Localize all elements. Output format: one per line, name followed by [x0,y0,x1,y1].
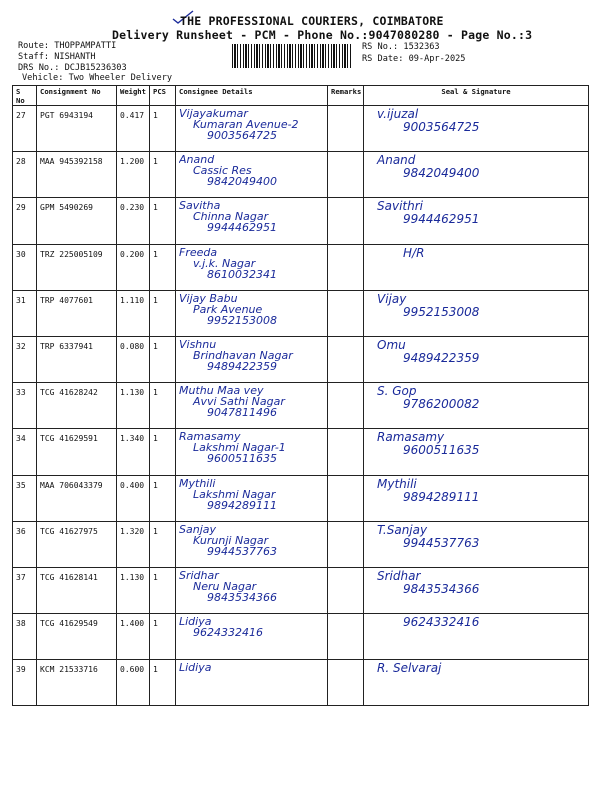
consignee-line: Lidiya [179,662,212,674]
remarks [328,290,364,336]
serial-number: 28 [13,152,37,198]
remarks [328,106,364,152]
rs-date: RS Date: 09-Apr-2025 [362,54,466,64]
consignee-line: 9944462951 [207,222,277,234]
remarks [328,429,364,475]
pieces: 1 [150,521,176,567]
signature-line: S. Gop [377,385,417,399]
runsheet-subtitle: Delivery Runsheet - PCM - Phone No.:9047080280 - Page No.:3 [112,28,533,42]
pieces: 1 [150,106,176,152]
consignee-details [176,198,328,244]
consignment-number: TRP 6337941 [37,336,117,382]
pieces: 1 [150,429,176,475]
consignee-line: Vishnu [179,338,217,350]
remarks [328,475,364,521]
consignee-line: 9600511635 [207,453,277,465]
signature-line: Sridhar [377,569,421,583]
weight: 0.400 [117,475,150,521]
column-header: Consignment No [37,86,117,106]
consignee-line: Lakshmi Nagar-1 [193,442,286,454]
weight: 1.130 [117,383,150,429]
drs-number: DRS No.: DCJB15236303 [18,63,127,73]
seal-signature [364,244,589,290]
consignee-line: Avvi Sathi Nagar [193,396,285,408]
table-row [13,475,589,521]
seal-signature [364,614,589,660]
seal-signature [364,383,589,429]
signature-line: Anand [377,154,416,168]
pieces: 1 [150,152,176,198]
consignee-line: Freeda [179,246,218,258]
consignment-number: TCG 41628242 [37,383,117,429]
consignee-line: Sanjay [179,523,217,535]
column-header: PCS [150,86,176,106]
signature-line: R. Selvaraj [377,662,442,676]
table-header-row [13,86,589,106]
seal-signature [364,429,589,475]
table-row [13,383,589,429]
weight: 0.200 [117,244,150,290]
consignee-details [176,567,328,613]
consignee-details [176,429,328,475]
consignee-line: Chinna Nagar [193,211,269,223]
consignee-line: 8610032341 [207,268,277,280]
consignment-number: KCM 21533716 [37,660,117,706]
route-label: Route: THOPPAMPATTI [18,41,117,51]
seal-signature [364,106,589,152]
signature-line: H/R [403,246,425,260]
table-row [13,567,589,613]
remarks [328,521,364,567]
weight: 0.230 [117,198,150,244]
weight: 1.200 [117,152,150,198]
weight: 1.400 [117,614,150,660]
remarks [328,614,364,660]
table-row [13,106,589,152]
consignee-line: Anand [179,154,215,166]
consignee-line: Neru Nagar [193,580,257,592]
seal-signature [364,660,589,706]
document-title: THE PROFESSIONAL COURIERS, COIMBATORE [180,14,444,28]
pieces: 1 [150,244,176,290]
column-header: Consignee Details [176,86,328,106]
serial-number: 32 [13,336,37,382]
remarks [328,152,364,198]
column-header: Seal & Signature [364,86,589,106]
consignee-line: Kumaran Avenue-2 [193,119,299,130]
signature-line: 9489422359 [403,351,480,365]
signature-line: Ramasamy [377,431,445,445]
signature-line: 9624332416 [403,616,480,630]
consignee-line: Ramasamy [179,431,241,443]
remarks [328,383,364,429]
consignee-line: Kurunji Nagar [193,534,269,546]
consignee-line: v.j.k. Nagar [193,257,256,269]
signature-line: 9600511635 [403,444,480,458]
serial-number: 34 [13,429,37,475]
consignee-line: 9952153008 [207,314,277,326]
barcode [232,44,352,68]
signature-line: 9894289111 [403,490,480,504]
consignee-line: 9003564725 [207,130,277,141]
seal-signature [364,567,589,613]
table-row [13,198,589,244]
signature-line: 9786200082 [403,398,480,412]
signature-line: Vijay [377,292,407,306]
serial-number: 39 [13,660,37,706]
consignment-number: MAA 706043379 [37,475,117,521]
serial-number: 33 [13,383,37,429]
serial-number: 37 [13,567,37,613]
signature-line: v.ijuzal [377,108,419,121]
consignee-line: Brindhavan Nagar [193,349,293,361]
consignee-details [176,336,328,382]
signature-line: 9944537763 [403,536,480,550]
consignee-line: Lidiya [179,616,212,628]
consignee-line: 9047811496 [207,407,277,419]
serial-number: 27 [13,106,37,152]
pieces: 1 [150,198,176,244]
consignee-line: Cassic Res [193,165,252,177]
consignee-line: Mythili [179,477,216,489]
signature-line: Omu [377,338,406,352]
consignee-line: 9894289111 [207,499,277,511]
pieces: 1 [150,336,176,382]
remarks [328,567,364,613]
consignee-details [176,106,328,152]
table-row [13,614,589,660]
table-row [13,290,589,336]
pieces: 1 [150,290,176,336]
pieces: 1 [150,567,176,613]
weight: 0.080 [117,336,150,382]
consignee-line: 9944537763 [207,545,277,557]
consignee-line: 9624332416 [193,627,263,639]
seal-signature [364,521,589,567]
consignment-number: PGT 6943194 [37,106,117,152]
remarks [328,244,364,290]
weight: 1.340 [117,429,150,475]
table-row [13,429,589,475]
consignment-number: TCG 41629591 [37,429,117,475]
seal-signature [364,152,589,198]
consignee-details [176,614,328,660]
weight: 1.110 [117,290,150,336]
remarks [328,660,364,706]
seal-signature [364,336,589,382]
consignee-details [176,475,328,521]
table-row [13,660,589,706]
table-row [13,244,589,290]
consignment-number: MAA 945392158 [37,152,117,198]
seal-signature [364,198,589,244]
weight: 0.417 [117,106,150,152]
pieces: 1 [150,660,176,706]
signature-line: 9952153008 [403,305,480,319]
consignee-details [176,383,328,429]
signature-line: 9843534366 [403,582,480,596]
consignment-number: GPM 5490269 [37,198,117,244]
consignee-line: Lakshmi Nagar [193,488,276,500]
weight: 0.600 [117,660,150,706]
signature-line: Mythili [377,477,417,491]
vehicle-label: Vehicle: Two Wheeler Delivery [22,73,173,83]
weight: 1.130 [117,567,150,613]
consignee-line: Vijayakumar [179,108,248,119]
signature-line: 9944462951 [403,213,480,227]
consignee-line: Vijay Babu [179,292,238,304]
signature-line: 9003564725 [403,121,480,134]
weight: 1.320 [117,521,150,567]
consignee-details [176,521,328,567]
consignment-number: TRP 4077601 [37,290,117,336]
pieces: 1 [150,383,176,429]
serial-number: 31 [13,290,37,336]
consignee-line: Savitha [179,200,221,212]
serial-number: 30 [13,244,37,290]
signature-line: T.Sanjay [377,523,428,537]
consignee-line: Muthu Maa vey [179,385,264,397]
remarks [328,336,364,382]
rs-number: RS No.: 1532363 [362,42,440,52]
serial-number: 36 [13,521,37,567]
serial-number: 38 [13,614,37,660]
staff-label: Staff: NISHANTH [18,52,96,62]
consignee-details [176,660,328,706]
runsheet-table [12,85,589,706]
serial-number: 35 [13,475,37,521]
consignment-number: TCG 41628141 [37,567,117,613]
consignee-details [176,290,328,336]
consignee-details [176,152,328,198]
signature-line: Savithri [377,200,423,214]
consignee-line: Park Avenue [193,303,263,315]
column-header: Weight [117,86,150,106]
consignee-details [176,244,328,290]
remarks [328,198,364,244]
consignee-line: Sridhar [179,569,219,581]
consignment-number: TCG 41627975 [37,521,117,567]
table-row [13,521,589,567]
consignment-number: TCG 41629549 [37,614,117,660]
pieces: 1 [150,475,176,521]
signature-line: 9842049400 [403,167,480,181]
consignment-number: TRZ 225005109 [37,244,117,290]
consignee-line: 9489422359 [207,360,277,372]
column-header: S No [13,86,37,106]
table-row [13,152,589,198]
table-row [13,336,589,382]
seal-signature [364,290,589,336]
column-header: Remarks [328,86,364,106]
serial-number: 29 [13,198,37,244]
consignee-line: 9843534366 [207,591,277,603]
pieces: 1 [150,614,176,660]
seal-signature [364,475,589,521]
consignee-line: 9842049400 [207,176,277,188]
